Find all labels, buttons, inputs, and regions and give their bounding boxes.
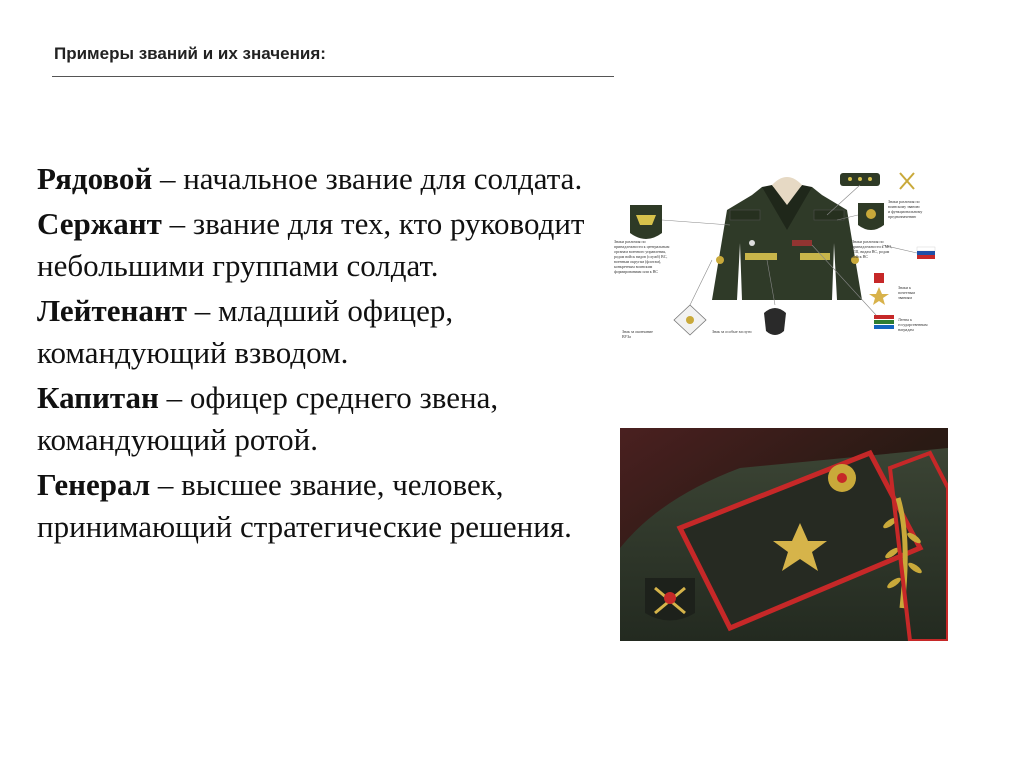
rank-item-captain [37, 377, 597, 461]
russian-flag-icon [917, 247, 935, 259]
label-bottom-left: Знак за окончание ВУЗа [622, 329, 653, 339]
rank-item-sergeant [37, 203, 597, 287]
label-bottom-mid: Знак за особые заслуги [712, 329, 752, 334]
rank-name: Капитан [37, 380, 159, 415]
general-shoulder-board-photo [620, 428, 948, 641]
title-underline [52, 76, 614, 77]
rank-item-general [37, 464, 597, 548]
rank-name: Рядовой [37, 161, 153, 196]
rank-item-lieutenant [37, 290, 597, 374]
merit-badge-icon [764, 308, 786, 335]
rank-description: – офицер среднего звена, командующий ротой. [37, 380, 499, 457]
rank-list [37, 158, 597, 548]
rank-name: Лейтенант [37, 293, 187, 328]
army-emblem-icon [645, 578, 695, 621]
slide-title: Примеры званий и их значения: [54, 44, 326, 63]
label-right-ribbons: Ленты к государственным наградам [898, 317, 928, 332]
label-right-mid: Знаки различия по принадлежности к МО, ГШ, видам ВС, родам войск ВС [852, 239, 893, 259]
label-left-top: Знаки различия по принадлежности к центральным органам военного управления, родам войск видов (служб) ВС, военным округам (флотам), конкретным воинским формированиям или к ВС [614, 239, 670, 274]
rank-item-private [37, 158, 597, 200]
label-right-top: Знаки различия по воинскому званию и функциональному предназначению [888, 199, 923, 219]
rank-description: – начальное звание для солдата. [152, 161, 583, 196]
rank-description: – младший офицер, командующий взводом. [37, 293, 454, 370]
rank-name: Генерал [37, 467, 151, 502]
award-ribbons-icon [874, 315, 894, 329]
rank-description: – звание для тех, кто руководит небольшими группами солдат. [37, 206, 585, 283]
rank-name: Сержант [37, 206, 162, 241]
shield-patch-icon [630, 205, 662, 239]
rank-description: – высшее звание, человек, принимающий стратегические решения. [37, 467, 572, 544]
label-right-star: Знаки к почетным званиям [898, 285, 915, 300]
uniform-insignia-diagram [612, 165, 948, 360]
